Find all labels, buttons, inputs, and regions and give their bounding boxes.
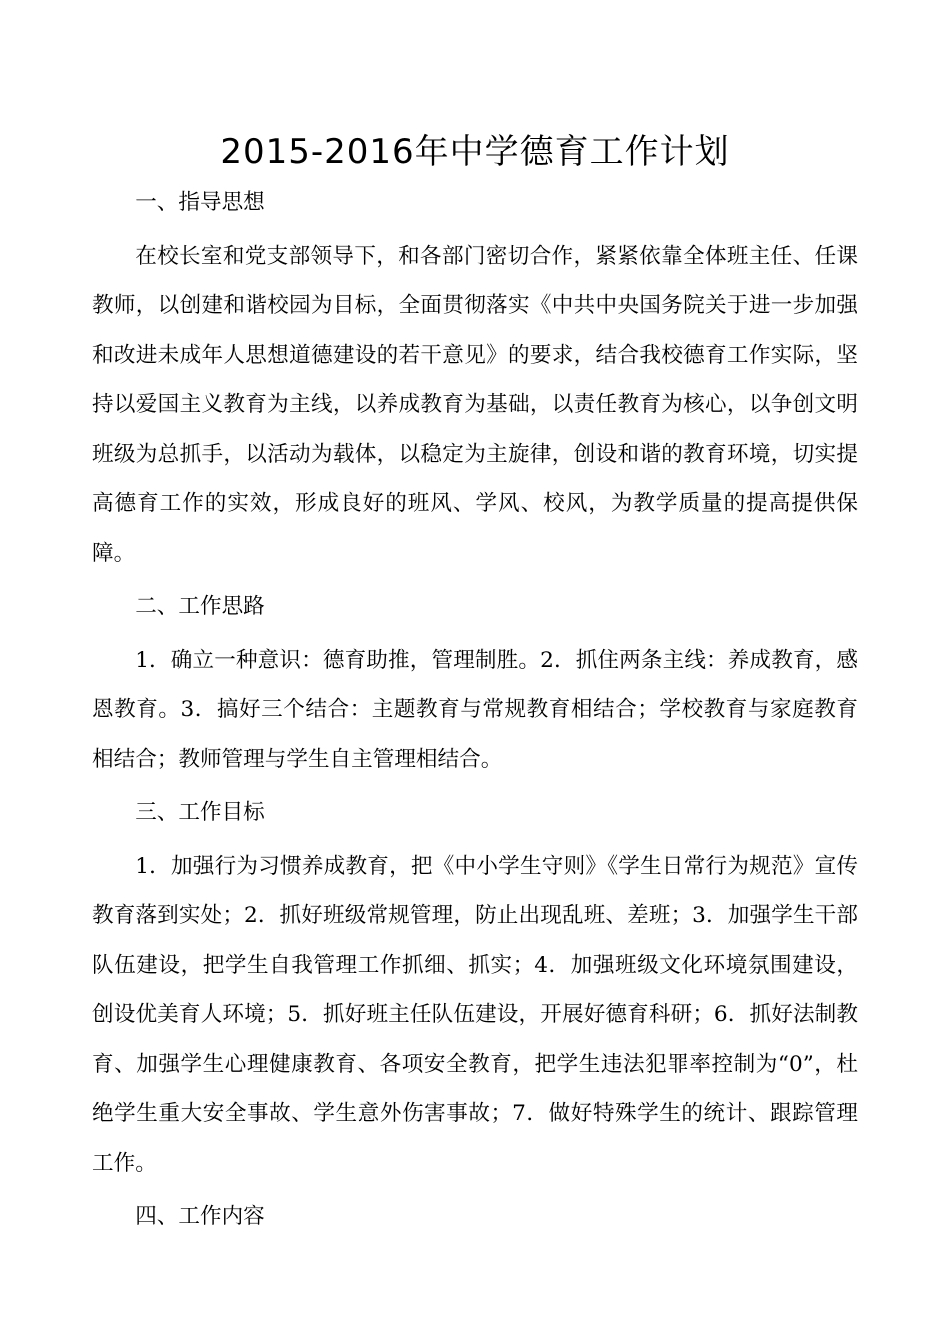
- section-heading-work-content: 四、工作内容: [135, 1204, 265, 1229]
- section-body-guiding-ideology: 在校长室和党支部领导下，和各部门密切合作，紧紧依靠全体班主任、任课教师，以创建和谐校园为目标，全面贯彻落实《中共中央国务院关于进一步加强和改进未成年人思想道德建设的若干意见》的要求，结合我校德育工作实际，坚持以爱国主义教育为主线，以养成教育为基础，以责任教育为核心，以争创文明班级为总抓手，以活动为载体，以稳定为主旋律，创设和谐的教育环境，切实提高德育工作的实效，形成良好的班风、学风、校风，为教学质量的提高提供保障。: [92, 243, 858, 566]
- section-heading-work-approach: 二、工作思路: [135, 594, 265, 619]
- section-heading-work-goals: 三、工作目标: [135, 800, 265, 825]
- section-heading-guiding-ideology: 一、指导思想: [135, 190, 265, 215]
- document-body: [92, 178, 858, 1242]
- section-body-work-goals: 1．加强行为习惯养成教育，把《中小学生守则》《学生日常行为规范》宣传教育落到实处；2．抓好班级常规管理，防止出现乱班、差班；3．加强学生干部队伍建设，把学生自我管理工作抓细、抓实；4．加强班级文化环境氛围建设，创设优美育人环境；5．抓好班主任队伍建设，开展好德育科研；6．抓好法制教育、加强学生心理健康教育、各项安全教育，把学生违法犯罪率控制为“0”，杜绝学生重大安全事故、学生意外伤害事故；7．做好特殊学生的统计、跟踪管理工作。: [92, 853, 858, 1176]
- section-body-work-approach: 1．确立一种意识：德育助推，管理制胜。2．抓住两条主线：养成教育，感恩教育。3．搞好三个结合：主题教育与常规教育相结合；学校教育与家庭教育相结合；教师管理与学生自主管理相结合。: [92, 647, 858, 772]
- document-title: 2015-2016年中学德育工作计划: [220, 132, 730, 172]
